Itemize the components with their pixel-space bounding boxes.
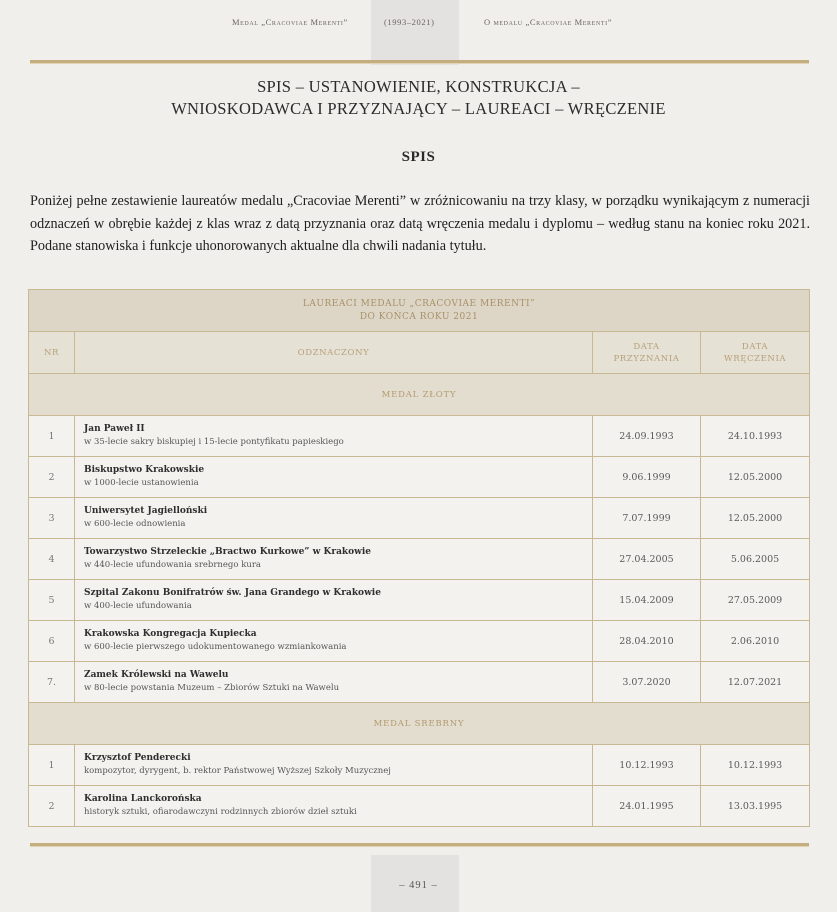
col-header-granted: DATA PRZYZNANIA (593, 332, 701, 374)
table-caption (29, 290, 810, 332)
page-number: – 491 – (399, 880, 438, 891)
row-number: 2 (29, 457, 75, 498)
table-row (29, 416, 810, 457)
awardee-name: Jan Paweł II (84, 424, 145, 434)
table-header-row (29, 332, 810, 374)
row-number: 6 (29, 621, 75, 662)
header-band (371, 0, 459, 65)
row-awardee (75, 498, 593, 539)
awardee-name: Uniwersytet Jagielloński (84, 506, 208, 516)
laureates-table (28, 289, 810, 827)
table-row (29, 786, 810, 827)
header-right: O medalu „Cracoviae Merenti” (484, 17, 613, 27)
date-presented: 2.06.2010 (701, 621, 810, 662)
date-granted: 24.09.1993 (593, 416, 701, 457)
table-caption-line-2: DO KOŃCA ROKU 2021 (359, 311, 479, 322)
table-row (29, 457, 810, 498)
table-caption-line-1: LAUREACI MEDALU „CRACOVIAE MERENTI” (302, 298, 536, 309)
row-number: 1 (29, 416, 75, 457)
awardee-name: Szpital Zakonu Bonifratrów św. Jana Grandego w Krakowie (84, 588, 381, 598)
date-granted: 3.07.2020 (593, 662, 701, 703)
awardee-name: Zamek Królewski na Wawelu (84, 670, 229, 680)
table-row (29, 745, 810, 786)
row-awardee (75, 786, 593, 827)
table-row (29, 539, 810, 580)
awardee-description: w 400-lecie ufundowania (84, 601, 192, 611)
row-awardee (75, 539, 593, 580)
running-header (0, 14, 837, 30)
date-presented: 27.05.2009 (701, 580, 810, 621)
awardee-name: Towarzystwo Strzeleckie „Bractwo Kurkowe” w Krakowie (84, 547, 372, 557)
awardee-description: w 600-lecie odnowienia (84, 519, 186, 529)
silver-rows (29, 745, 810, 827)
date-presented: 5.06.2005 (701, 539, 810, 580)
row-number: 4 (29, 539, 75, 580)
table-row (29, 580, 810, 621)
awardee-description: kompozytor, dyrygent, b. rektor Państwowej Wyższej Szkoły Muzycznej (84, 766, 391, 776)
section-heading: SPIS (401, 149, 436, 165)
top-rule (30, 60, 809, 64)
date-presented: 12.07.2021 (701, 662, 810, 703)
gold-rows (29, 416, 810, 703)
bottom-rule (30, 843, 809, 847)
header-center: (1993–2021) (384, 17, 435, 27)
col-header-nr: NR (29, 332, 75, 374)
table-row (29, 662, 810, 703)
date-granted: 9.06.1999 (593, 457, 701, 498)
row-number: 3 (29, 498, 75, 539)
awardee-name: Krzysztof Penderecki (84, 753, 191, 763)
awardee-name: Karolina Lanckorońska (84, 794, 202, 804)
row-number: 7. (29, 662, 75, 703)
awardee-name: Biskupstwo Krakowskie (84, 465, 205, 475)
awardee-description: w 1000-lecie ustanowienia (84, 478, 199, 488)
date-presented: 10.12.1993 (701, 745, 810, 786)
date-presented: 12.05.2000 (701, 457, 810, 498)
date-granted: 27.04.2005 (593, 539, 701, 580)
date-granted: 28.04.2010 (593, 621, 701, 662)
awardee-description: w 35-lecie sakry biskupiej i 15-lecie pontyfikatu papieskiego (84, 437, 344, 447)
row-number: 5 (29, 580, 75, 621)
row-awardee (75, 457, 593, 498)
header-left: Medal „Cracoviae Merenti” (232, 17, 348, 27)
row-awardee (75, 745, 593, 786)
awardee-description: w 80-lecie powstania Muzeum – Zbiorów Sztuki na Wawelu (84, 683, 340, 693)
col-header-presented: DATA WRĘCZENIA (701, 332, 810, 374)
title-line-2: WNIOSKODAWCA I PRZYZNAJĄCY – LAUREACI – WRĘCZENIE (171, 99, 666, 118)
row-awardee (75, 416, 593, 457)
section-gold: MEDAL ZŁOTY (29, 374, 810, 416)
awardee-name: Krakowska Kongregacja Kupiecka (84, 629, 257, 639)
awardee-description: w 600-lecie pierwszego udokumentowanego wzmiankowania (84, 642, 347, 652)
row-awardee (75, 580, 593, 621)
row-awardee (75, 662, 593, 703)
table-row (29, 621, 810, 662)
date-granted: 15.04.2009 (593, 580, 701, 621)
intro-paragraph: Poniżej pełne zestawienie laureatów medalu „Cracoviae Merenti” w zróżnicowaniu na trzy klasy, w porządku wynikającym z numeracji odznaczeń w obrębie każdej z klas wraz z datą przyznania oraz datą wręczenia medalu i dyplomu – według stanu na koniec roku 2021. Podane stanowiska i funkcje uhonorowanych aktualne dla chwili nadania tytułu. (30, 193, 810, 254)
awardee-description: historyk sztuki, ofiarodawczyni rodzinnych zbiorów dzieł sztuki (84, 807, 357, 817)
date-presented: 13.03.1995 (701, 786, 810, 827)
table-row (29, 498, 810, 539)
date-granted: 7.07.1999 (593, 498, 701, 539)
date-granted: 24.01.1995 (593, 786, 701, 827)
row-number: 2 (29, 786, 75, 827)
date-granted: 10.12.1993 (593, 745, 701, 786)
page-title (0, 76, 837, 120)
row-number: 1 (29, 745, 75, 786)
date-presented: 12.05.2000 (701, 498, 810, 539)
awardee-description: w 440-lecie ufundowania srebrnego kura (84, 560, 261, 570)
title-line-1: SPIS – USTANOWIENIE, KONSTRUKCJA – (257, 77, 580, 96)
date-presented: 24.10.1993 (701, 416, 810, 457)
section-silver: MEDAL SREBRNY (29, 703, 810, 745)
row-awardee (75, 621, 593, 662)
col-header-name: ODZNACZONY (75, 332, 593, 374)
